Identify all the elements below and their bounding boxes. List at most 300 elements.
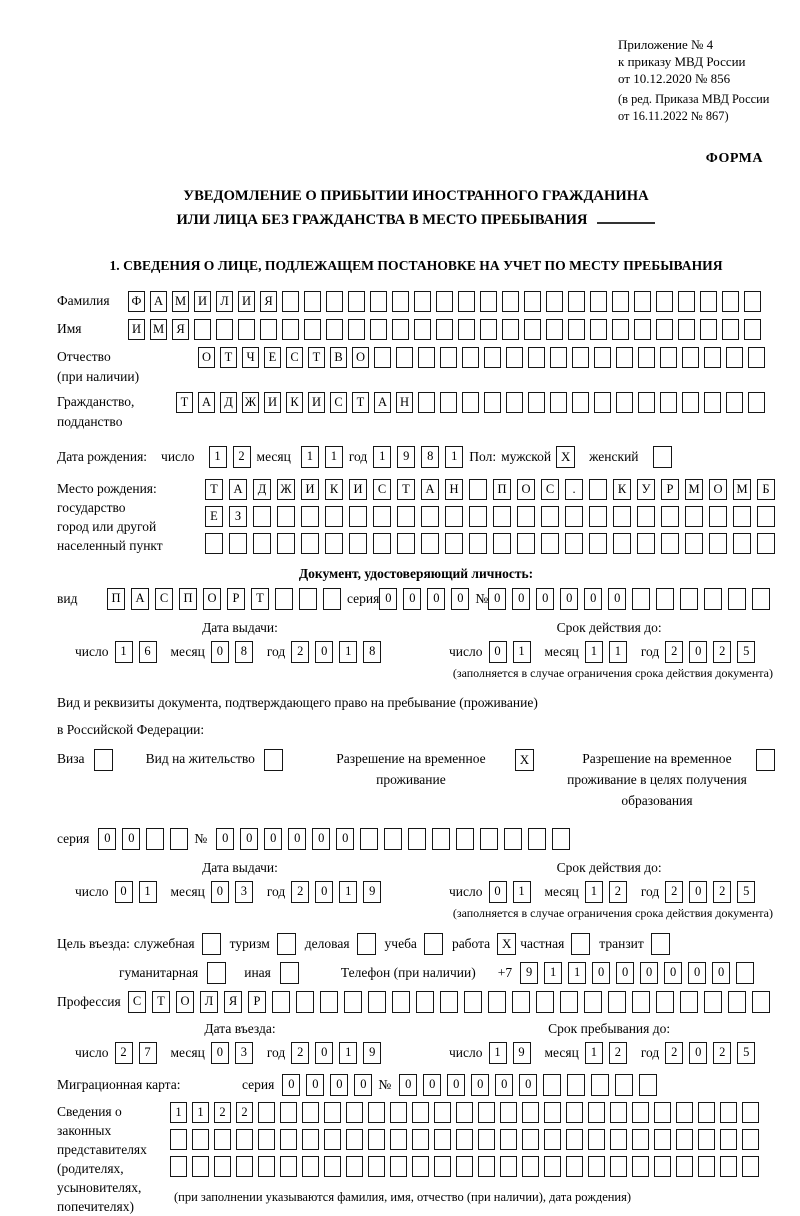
legal-representatives-row3-cell[interactable] (522, 1156, 539, 1177)
birth-place-row3-cell[interactable] (733, 533, 751, 554)
given-name-cell[interactable] (194, 319, 211, 340)
patronymic-cell[interactable] (748, 347, 765, 368)
birth-place-row3-cell[interactable] (589, 533, 607, 554)
citizenship-cell[interactable] (462, 392, 479, 413)
legal-representatives-row1-cell[interactable]: 1 (192, 1102, 209, 1123)
legal-representatives-row3-cell[interactable] (302, 1156, 319, 1177)
legal-representatives-row1-cell[interactable] (478, 1102, 495, 1123)
purpose-other-checkbox[interactable] (280, 962, 299, 984)
birth-place-row3-cell[interactable] (205, 533, 223, 554)
legal-representatives-row2-cell[interactable] (302, 1129, 319, 1150)
identity-expiry-year-cell[interactable]: 2 (665, 641, 683, 663)
legal-representatives-row1-cell[interactable] (566, 1102, 583, 1123)
residence-number-cell[interactable] (528, 828, 546, 850)
identity-kind-cell[interactable]: Р (227, 588, 245, 610)
residence-number-cell[interactable]: 0 (312, 828, 330, 850)
identity-kind-cell[interactable]: П (179, 588, 197, 610)
birth-place-row3-cell[interactable] (637, 533, 655, 554)
surname-cell[interactable] (458, 291, 475, 312)
citizenship-cell[interactable]: Н (396, 392, 413, 413)
legal-representatives-row1-cell[interactable]: 2 (214, 1102, 231, 1123)
surname-cell[interactable]: Л (216, 291, 233, 312)
migration-number-cell[interactable] (615, 1074, 633, 1096)
legal-representatives-row2-cell[interactable] (412, 1129, 429, 1150)
birth-place-row2-cell[interactable] (661, 506, 679, 527)
profession-cell[interactable] (392, 991, 410, 1013)
citizenship-cell[interactable] (484, 392, 501, 413)
identity-issue-day-cell[interactable]: 1 (115, 641, 133, 663)
identity-kind-cell[interactable]: С (155, 588, 173, 610)
stay-until-year-cell[interactable]: 0 (689, 1042, 707, 1064)
sex-male-checkbox[interactable]: X (556, 446, 575, 468)
residence-issue-day-cell[interactable]: 1 (139, 881, 157, 903)
residence-series-cell[interactable] (146, 828, 164, 850)
birth-place-row1-cell[interactable]: Н (445, 479, 463, 500)
legal-representatives-row2-cell[interactable] (742, 1129, 759, 1150)
birth-place-row1-cell[interactable]: Б (757, 479, 775, 500)
legal-representatives-row3-cell[interactable] (500, 1156, 517, 1177)
surname-cell[interactable] (744, 291, 761, 312)
birth-place-row3-cell[interactable] (349, 533, 367, 554)
legal-representatives-row1-cell[interactable] (412, 1102, 429, 1123)
legal-representatives-row1-cell[interactable] (522, 1102, 539, 1123)
birth-place-row1-cell[interactable]: К (613, 479, 631, 500)
birth-place-row2-cell[interactable] (589, 506, 607, 527)
migration-series-cell[interactable]: 0 (282, 1074, 300, 1096)
identity-kind-cell[interactable]: П (107, 588, 125, 610)
migration-number-cell[interactable]: 0 (519, 1074, 537, 1096)
identity-number-cell[interactable]: 0 (512, 588, 530, 610)
phone-cell[interactable]: 0 (640, 962, 658, 984)
patronymic-cell[interactable] (660, 347, 677, 368)
birth-place-row3-cell[interactable] (493, 533, 511, 554)
entry-day-cell[interactable]: 7 (139, 1042, 157, 1064)
surname-cell[interactable] (590, 291, 607, 312)
migration-number-cell[interactable] (639, 1074, 657, 1096)
residence-number-cell[interactable] (504, 828, 522, 850)
migration-number-cell[interactable]: 0 (399, 1074, 417, 1096)
birth-place-row2-cell[interactable] (421, 506, 439, 527)
legal-representatives-row1-cell[interactable] (346, 1102, 363, 1123)
legal-representatives-row2-cell[interactable] (500, 1129, 517, 1150)
purpose-commercial-checkbox[interactable] (357, 933, 376, 955)
surname-cell[interactable] (436, 291, 453, 312)
profession-cell[interactable] (608, 991, 626, 1013)
purpose-transit-checkbox[interactable] (651, 933, 670, 955)
surname-cell[interactable]: Ф (128, 291, 145, 312)
birth-place-row2-cell[interactable] (469, 506, 487, 527)
legal-representatives-row3-cell[interactable] (632, 1156, 649, 1177)
legal-representatives-row2-cell[interactable] (214, 1129, 231, 1150)
surname-cell[interactable] (392, 291, 409, 312)
given-name-cell[interactable] (700, 319, 717, 340)
birth-place-row1-cell[interactable] (589, 479, 607, 500)
given-name-cell[interactable] (348, 319, 365, 340)
legal-representatives-row1-cell[interactable] (456, 1102, 473, 1123)
identity-issue-year-cell[interactable]: 1 (339, 641, 357, 663)
birth-place-row3-cell[interactable] (445, 533, 463, 554)
citizenship-cell[interactable] (440, 392, 457, 413)
migration-number-cell[interactable] (543, 1074, 561, 1096)
residence-expiry-year-cell[interactable]: 2 (713, 881, 731, 903)
purpose-work-checkbox[interactable]: X (497, 933, 516, 955)
identity-issue-year-cell[interactable]: 2 (291, 641, 309, 663)
residence-issue-year-cell[interactable]: 9 (363, 881, 381, 903)
migration-series-cell[interactable]: 0 (354, 1074, 372, 1096)
legal-representatives-row1-cell[interactable] (280, 1102, 297, 1123)
given-name-cell[interactable]: И (128, 319, 145, 340)
citizenship-cell[interactable] (638, 392, 655, 413)
visa-checkbox[interactable] (94, 749, 113, 771)
profession-cell[interactable] (560, 991, 578, 1013)
birth-month-cell[interactable]: 1 (325, 446, 343, 468)
birth-place-row2-cell[interactable] (349, 506, 367, 527)
legal-representatives-row2-cell[interactable] (632, 1129, 649, 1150)
citizenship-cell[interactable] (682, 392, 699, 413)
identity-number-cell[interactable] (752, 588, 770, 610)
profession-cell[interactable] (488, 991, 506, 1013)
legal-representatives-row1-cell[interactable] (302, 1102, 319, 1123)
birth-place-row1-cell[interactable]: О (517, 479, 535, 500)
residence-expiry-day-cell[interactable]: 0 (489, 881, 507, 903)
phone-cell[interactable]: 1 (568, 962, 586, 984)
legal-representatives-row3-cell[interactable] (236, 1156, 253, 1177)
legal-representatives-row2-cell[interactable] (192, 1129, 209, 1150)
surname-cell[interactable] (414, 291, 431, 312)
identity-expiry-day-cell[interactable]: 0 (489, 641, 507, 663)
identity-expiry-month-cell[interactable]: 1 (585, 641, 603, 663)
legal-representatives-row2-cell[interactable] (390, 1129, 407, 1150)
legal-representatives-row3-cell[interactable] (192, 1156, 209, 1177)
identity-expiry-month-cell[interactable]: 1 (609, 641, 627, 663)
given-name-cell[interactable] (392, 319, 409, 340)
legal-representatives-row3-cell[interactable] (720, 1156, 737, 1177)
birth-place-row3-cell[interactable] (373, 533, 391, 554)
birth-place-row1-cell[interactable]: Ж (277, 479, 295, 500)
legal-representatives-row1-cell[interactable]: 2 (236, 1102, 253, 1123)
identity-issue-year-cell[interactable]: 0 (315, 641, 333, 663)
stay-until-day-cell[interactable]: 9 (513, 1042, 531, 1064)
legal-representatives-row2-cell[interactable] (456, 1129, 473, 1150)
birth-place-row2-cell[interactable] (253, 506, 271, 527)
surname-cell[interactable] (546, 291, 563, 312)
identity-series-cell[interactable]: 0 (427, 588, 445, 610)
residence-number-cell[interactable]: 0 (336, 828, 354, 850)
legal-representatives-row3-cell[interactable] (434, 1156, 451, 1177)
profession-cell[interactable]: Я (224, 991, 242, 1013)
legal-representatives-row1-cell[interactable] (544, 1102, 561, 1123)
birth-place-row3-cell[interactable] (253, 533, 271, 554)
birth-place-row3-cell[interactable] (541, 533, 559, 554)
entry-year-cell[interactable]: 1 (339, 1042, 357, 1064)
phone-cell[interactable]: 0 (616, 962, 634, 984)
identity-number-cell[interactable]: 0 (584, 588, 602, 610)
profession-cell[interactable] (344, 991, 362, 1013)
migration-number-cell[interactable]: 0 (423, 1074, 441, 1096)
birth-place-row3-cell[interactable] (325, 533, 343, 554)
citizenship-cell[interactable]: Т (176, 392, 193, 413)
residence-number-cell[interactable]: 0 (288, 828, 306, 850)
phone-cell[interactable]: 0 (688, 962, 706, 984)
legal-representatives-row1-cell[interactable] (676, 1102, 693, 1123)
patronymic-cell[interactable] (440, 347, 457, 368)
identity-number-cell[interactable] (632, 588, 650, 610)
profession-cell[interactable] (656, 991, 674, 1013)
birth-place-row2-cell[interactable] (733, 506, 751, 527)
identity-expiry-year-cell[interactable]: 0 (689, 641, 707, 663)
surname-cell[interactable] (480, 291, 497, 312)
legal-representatives-row3-cell[interactable] (170, 1156, 187, 1177)
citizenship-cell[interactable] (748, 392, 765, 413)
legal-representatives-row3-cell[interactable] (412, 1156, 429, 1177)
profession-cell[interactable]: О (176, 991, 194, 1013)
temporary-residence-education-checkbox[interactable] (756, 749, 775, 771)
citizenship-cell[interactable] (418, 392, 435, 413)
patronymic-cell[interactable]: Т (308, 347, 325, 368)
entry-year-cell[interactable]: 9 (363, 1042, 381, 1064)
legal-representatives-row1-cell[interactable] (324, 1102, 341, 1123)
temporary-residence-checkbox[interactable]: X (515, 749, 534, 771)
legal-representatives-row2-cell[interactable] (610, 1129, 627, 1150)
entry-year-cell[interactable]: 2 (291, 1042, 309, 1064)
phone-cell[interactable]: 0 (664, 962, 682, 984)
given-name-cell[interactable] (414, 319, 431, 340)
legal-representatives-row3-cell[interactable] (390, 1156, 407, 1177)
surname-cell[interactable] (634, 291, 651, 312)
identity-number-cell[interactable]: 0 (560, 588, 578, 610)
identity-issue-day-cell[interactable]: 6 (139, 641, 157, 663)
birth-place-row2-cell[interactable]: Е (205, 506, 223, 527)
patronymic-cell[interactable] (506, 347, 523, 368)
patronymic-cell[interactable] (726, 347, 743, 368)
birth-place-row3-cell[interactable] (301, 533, 319, 554)
birth-day-cell[interactable]: 2 (233, 446, 251, 468)
identity-kind-cell[interactable] (323, 588, 341, 610)
entry-year-cell[interactable]: 0 (315, 1042, 333, 1064)
profession-cell[interactable] (536, 991, 554, 1013)
profession-cell[interactable]: Р (248, 991, 266, 1013)
stay-until-month-cell[interactable]: 1 (585, 1042, 603, 1064)
given-name-cell[interactable] (502, 319, 519, 340)
surname-cell[interactable] (282, 291, 299, 312)
legal-representatives-row3-cell[interactable] (280, 1156, 297, 1177)
purpose-business-trip-checkbox[interactable] (202, 933, 221, 955)
surname-cell[interactable] (678, 291, 695, 312)
legal-representatives-row3-cell[interactable] (346, 1156, 363, 1177)
birth-place-row2-cell[interactable]: З (229, 506, 247, 527)
given-name-cell[interactable] (480, 319, 497, 340)
birth-place-row3-cell[interactable] (613, 533, 631, 554)
residence-number-cell[interactable] (360, 828, 378, 850)
identity-expiry-year-cell[interactable]: 2 (713, 641, 731, 663)
stay-until-day-cell[interactable]: 1 (489, 1042, 507, 1064)
birth-year-cell[interactable]: 9 (397, 446, 415, 468)
surname-cell[interactable] (304, 291, 321, 312)
residence-expiry-year-cell[interactable]: 2 (665, 881, 683, 903)
legal-representatives-row2-cell[interactable] (720, 1129, 737, 1150)
patronymic-cell[interactable] (594, 347, 611, 368)
identity-series-cell[interactable]: 0 (403, 588, 421, 610)
phone-cell[interactable] (736, 962, 754, 984)
citizenship-cell[interactable]: С (330, 392, 347, 413)
given-name-cell[interactable] (370, 319, 387, 340)
profession-cell[interactable]: Т (152, 991, 170, 1013)
residence-expiry-year-cell[interactable]: 5 (737, 881, 755, 903)
birth-place-row3-cell[interactable] (229, 533, 247, 554)
surname-cell[interactable] (370, 291, 387, 312)
given-name-cell[interactable]: Я (172, 319, 189, 340)
purpose-study-checkbox[interactable] (424, 933, 443, 955)
birth-month-cell[interactable]: 1 (301, 446, 319, 468)
birth-place-row1-cell[interactable]: Д (253, 479, 271, 500)
identity-number-cell[interactable] (680, 588, 698, 610)
patronymic-cell[interactable] (396, 347, 413, 368)
surname-cell[interactable]: А (150, 291, 167, 312)
identity-issue-year-cell[interactable]: 8 (363, 641, 381, 663)
birth-place-row3-cell[interactable] (397, 533, 415, 554)
citizenship-cell[interactable] (506, 392, 523, 413)
legal-representatives-row2-cell[interactable] (588, 1129, 605, 1150)
surname-cell[interactable] (326, 291, 343, 312)
patronymic-cell[interactable] (704, 347, 721, 368)
birth-place-row1-cell[interactable]: С (541, 479, 559, 500)
given-name-cell[interactable] (590, 319, 607, 340)
patronymic-cell[interactable] (528, 347, 545, 368)
citizenship-cell[interactable] (616, 392, 633, 413)
legal-representatives-row1-cell[interactable] (390, 1102, 407, 1123)
citizenship-cell[interactable]: К (286, 392, 303, 413)
migration-number-cell[interactable]: 0 (495, 1074, 513, 1096)
birth-place-row3-cell[interactable] (469, 533, 487, 554)
profession-cell[interactable] (464, 991, 482, 1013)
legal-representatives-row1-cell[interactable] (368, 1102, 385, 1123)
legal-representatives-row3-cell[interactable] (566, 1156, 583, 1177)
legal-representatives-row3-cell[interactable] (478, 1156, 495, 1177)
legal-representatives-row3-cell[interactable] (588, 1156, 605, 1177)
purpose-private-checkbox[interactable] (571, 933, 590, 955)
birth-place-row2-cell[interactable] (493, 506, 511, 527)
legal-representatives-row2-cell[interactable] (544, 1129, 561, 1150)
citizenship-cell[interactable] (726, 392, 743, 413)
migration-number-cell[interactable] (591, 1074, 609, 1096)
identity-kind-cell[interactable] (275, 588, 293, 610)
birth-year-cell[interactable]: 8 (421, 446, 439, 468)
birth-place-row2-cell[interactable] (325, 506, 343, 527)
identity-number-cell[interactable] (704, 588, 722, 610)
legal-representatives-row2-cell[interactable] (698, 1129, 715, 1150)
birth-place-row2-cell[interactable] (397, 506, 415, 527)
legal-representatives-row3-cell[interactable] (368, 1156, 385, 1177)
birth-place-row3-cell[interactable] (421, 533, 439, 554)
given-name-cell[interactable] (546, 319, 563, 340)
identity-expiry-year-cell[interactable]: 5 (737, 641, 755, 663)
birth-place-row1-cell[interactable]: И (301, 479, 319, 500)
given-name-cell[interactable] (238, 319, 255, 340)
birth-place-row1-cell[interactable]: Т (205, 479, 223, 500)
legal-representatives-row2-cell[interactable] (434, 1129, 451, 1150)
patronymic-cell[interactable]: О (352, 347, 369, 368)
birth-place-row1-cell[interactable]: А (421, 479, 439, 500)
surname-cell[interactable] (722, 291, 739, 312)
stay-until-year-cell[interactable]: 5 (737, 1042, 755, 1064)
surname-cell[interactable]: И (194, 291, 211, 312)
given-name-cell[interactable] (744, 319, 761, 340)
identity-number-cell[interactable]: 0 (488, 588, 506, 610)
identity-series-cell[interactable]: 0 (451, 588, 469, 610)
profession-cell[interactable] (320, 991, 338, 1013)
citizenship-cell[interactable] (594, 392, 611, 413)
surname-cell[interactable] (700, 291, 717, 312)
surname-cell[interactable] (502, 291, 519, 312)
residence-expiry-year-cell[interactable]: 0 (689, 881, 707, 903)
birth-place-row2-cell[interactable] (277, 506, 295, 527)
residence-issue-year-cell[interactable]: 0 (315, 881, 333, 903)
surname-cell[interactable] (524, 291, 541, 312)
birth-place-row1-cell[interactable]: С (373, 479, 391, 500)
birth-place-row2-cell[interactable] (373, 506, 391, 527)
residence-expiry-month-cell[interactable]: 1 (585, 881, 603, 903)
profession-cell[interactable] (680, 991, 698, 1013)
residence-number-cell[interactable] (432, 828, 450, 850)
legal-representatives-row3-cell[interactable] (324, 1156, 341, 1177)
entry-month-cell[interactable]: 3 (235, 1042, 253, 1064)
residence-expiry-day-cell[interactable]: 1 (513, 881, 531, 903)
birth-place-row3-cell[interactable] (277, 533, 295, 554)
citizenship-cell[interactable] (528, 392, 545, 413)
purpose-tourism-checkbox[interactable] (277, 933, 296, 955)
legal-representatives-row3-cell[interactable] (676, 1156, 693, 1177)
entry-month-cell[interactable]: 0 (211, 1042, 229, 1064)
birth-place-row1-cell[interactable]: П (493, 479, 511, 500)
given-name-cell[interactable] (568, 319, 585, 340)
given-name-cell[interactable] (612, 319, 629, 340)
legal-representatives-row1-cell[interactable] (632, 1102, 649, 1123)
given-name-cell[interactable] (458, 319, 475, 340)
profession-cell[interactable] (728, 991, 746, 1013)
legal-representatives-row3-cell[interactable] (610, 1156, 627, 1177)
birth-place-row1-cell[interactable]: . (565, 479, 583, 500)
surname-cell[interactable]: Я (260, 291, 277, 312)
migration-number-cell[interactable]: 0 (471, 1074, 489, 1096)
patronymic-cell[interactable]: С (286, 347, 303, 368)
surname-cell[interactable] (656, 291, 673, 312)
profession-cell[interactable] (632, 991, 650, 1013)
residence-number-cell[interactable] (384, 828, 402, 850)
residence-series-cell[interactable]: 0 (122, 828, 140, 850)
birth-place-row1-cell[interactable]: М (733, 479, 751, 500)
residence-issue-month-cell[interactable]: 3 (235, 881, 253, 903)
residence-number-cell[interactable] (408, 828, 426, 850)
citizenship-cell[interactable] (704, 392, 721, 413)
surname-cell[interactable] (348, 291, 365, 312)
citizenship-cell[interactable]: Д (220, 392, 237, 413)
legal-representatives-row3-cell[interactable] (258, 1156, 275, 1177)
legal-representatives-row2-cell[interactable] (280, 1129, 297, 1150)
residence-number-cell[interactable]: 0 (216, 828, 234, 850)
birth-place-row3-cell[interactable] (517, 533, 535, 554)
phone-cell[interactable]: 9 (520, 962, 538, 984)
given-name-cell[interactable] (634, 319, 651, 340)
residence-series-cell[interactable] (170, 828, 188, 850)
legal-representatives-row2-cell[interactable] (346, 1129, 363, 1150)
birth-year-cell[interactable]: 1 (445, 446, 463, 468)
patronymic-cell[interactable]: О (198, 347, 215, 368)
residence-series-cell[interactable]: 0 (98, 828, 116, 850)
legal-representatives-row2-cell[interactable] (676, 1129, 693, 1150)
given-name-cell[interactable]: М (150, 319, 167, 340)
birth-place-row2-cell[interactable] (445, 506, 463, 527)
patronymic-cell[interactable] (484, 347, 501, 368)
